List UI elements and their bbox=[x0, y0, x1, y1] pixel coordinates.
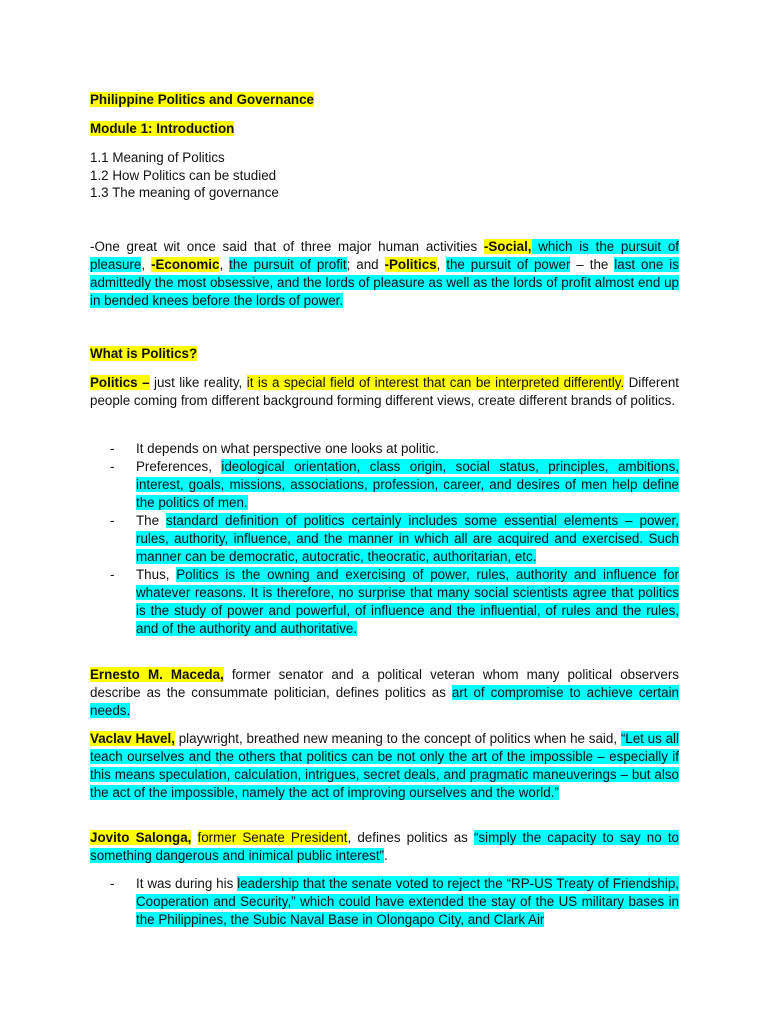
section-heading: What is Politics? bbox=[90, 346, 198, 361]
list-item: - It was during his leadership that the senate voted to reject the “RP-US Treaty of Friendship, Cooperation and Security,” which could have extended the stay of the US military bases in the Philippines, the Subic Naval Base in Olongapo City, and Clark Air bbox=[110, 876, 680, 927]
salonga-paragraph: Jovito Salonga, former Senate President, defines politics as “simply the capacity to say no to something dangerous and inimical public interest”. bbox=[90, 830, 679, 863]
list-item: - It depends on what perspective one looks at politic. bbox=[110, 441, 439, 456]
list-item: - Preferences, ideological orientation, class origin, social status, principles, ambitions, interest, goals, missions, associations, profession, career, and desires of men help define the politics of men. bbox=[110, 459, 679, 510]
maceda-paragraph: Ernesto M. Maceda, former senator and a political veteran whom many political observers describe as the consummate politician, defines politics as art of compromise to achieve certain needs. bbox=[90, 667, 679, 718]
document-title: Philippine Politics and Governance bbox=[90, 92, 314, 107]
toc-item: 1.1 Meaning of Politics bbox=[90, 150, 225, 165]
list-item: - Thus, Politics is the owning and exercising of power, rules, authority and influence for whatever reasons. It is therefore, no surprise that many social scientists agree that politics is the study of power and powerful, of influence and the influential, of rules and the rules, and of the authority and authoritative. bbox=[110, 567, 679, 636]
module-heading: Module 1: Introduction bbox=[90, 121, 235, 136]
list-item: - The standard definition of politics certainly includes some essential elements – power, rules, authority, influence, and the manner in which all are acquired and exercised. Such manner can be democratic, autocratic, theocratic, authoritarian, etc. bbox=[110, 513, 679, 564]
toc-item: 1.2 How Politics can be studied bbox=[90, 167, 277, 183]
politics-definition: Politics – just like reality, it is a special field of interest that can be interpreted differently. Different people coming from different background forming different views, create different brands of politics. bbox=[90, 375, 680, 408]
bullet-list bbox=[90, 440, 679, 638]
intro-paragraph: -One great wit once said that of three major human activities -Social, which is the pursuit of pleasure, -Economic, the pursuit of profit; and -Politics, the pursuit of power – the last one is admittedly the most obsessive, and the lords of pleasure as well as the lords of profit almost end up in bended knees before the lords of power. bbox=[90, 239, 679, 308]
table-of-contents bbox=[90, 149, 279, 202]
toc-item: 1.3 The meaning of governance bbox=[90, 185, 279, 200]
havel-paragraph: Vaclav Havel, playwright, breathed new meaning to the concept of politics when he said, “Let us all teach ourselves and the others that politics can be not only the art of the impossible – especially if this means speculation, calculation, intrigues, secret deals, and pragmatic maneuverings – but also the act of the impossible, namely the act of improving ourselves and the world.” bbox=[90, 731, 679, 800]
bullet-list bbox=[90, 875, 679, 929]
